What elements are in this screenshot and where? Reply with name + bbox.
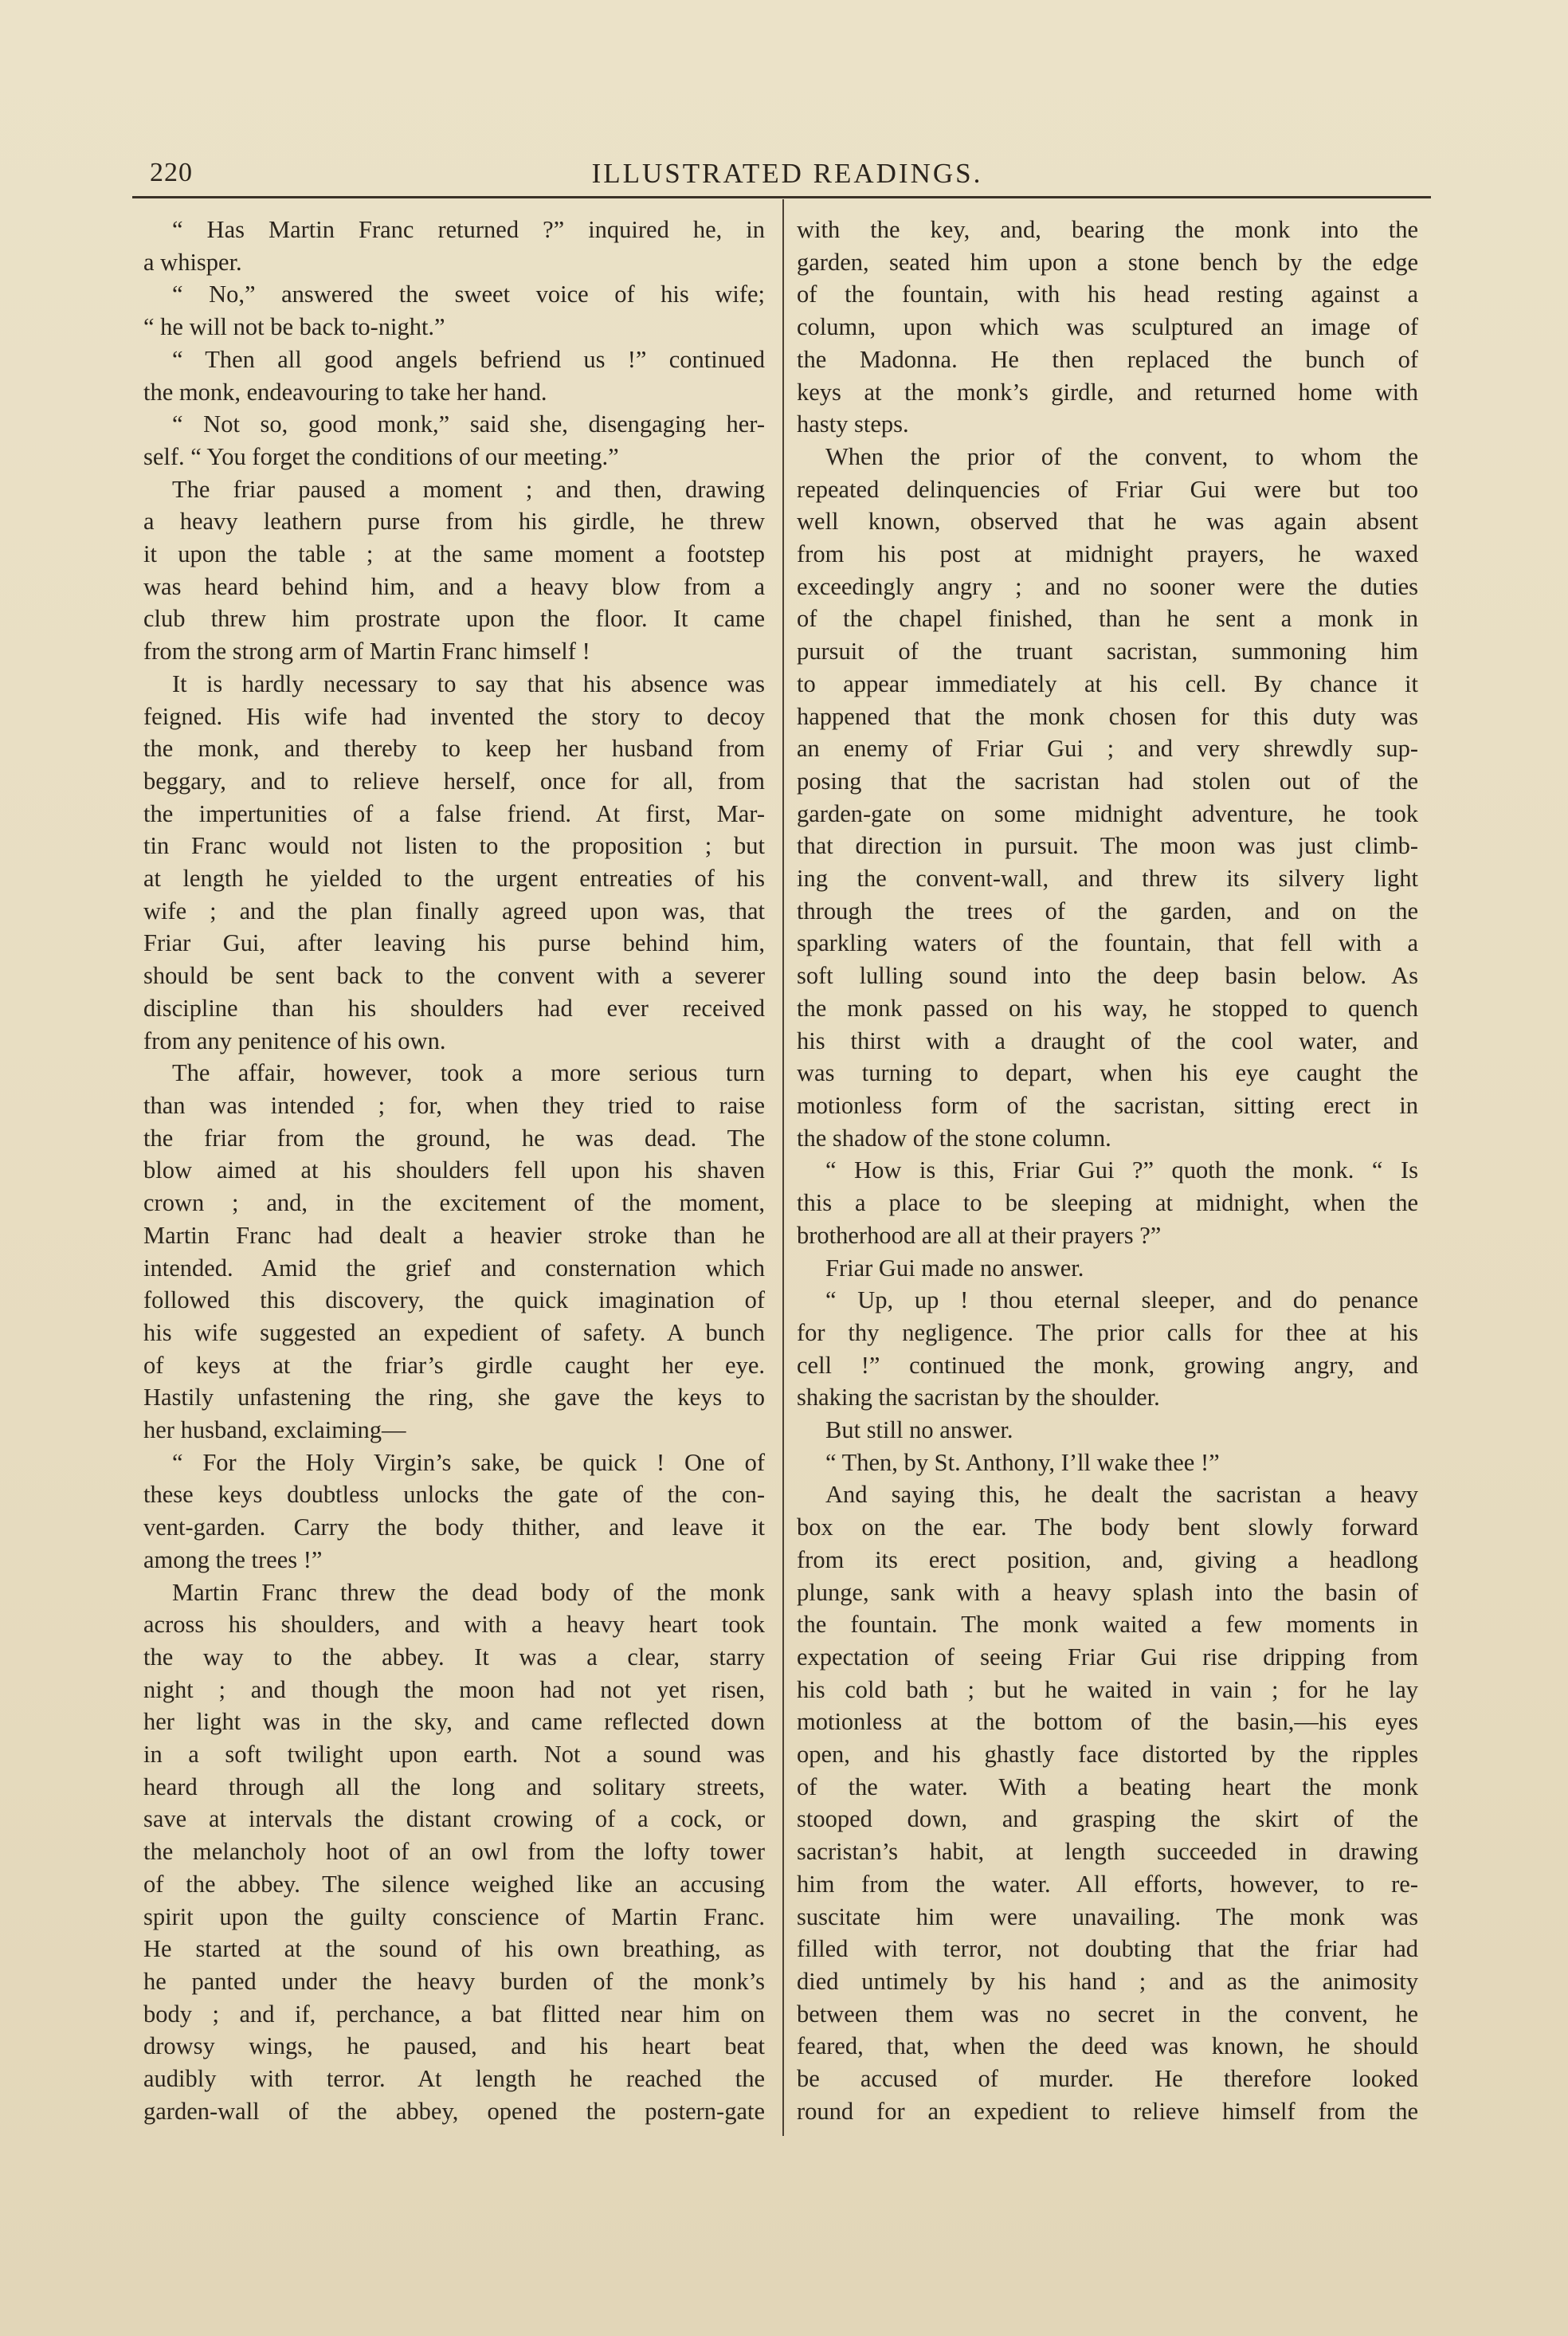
text-line: be accused of murder. He therefore looked: [797, 2065, 1418, 2093]
text-line: motionless form of the sacristan, sitting erect in: [797, 1091, 1418, 1119]
text-line: “ Then all good angels befriend us !” continued: [172, 345, 765, 373]
text-line: these keys doubtless unlocks the gate of the con-: [143, 1481, 765, 1509]
text-line: well known, observed that he was again absent: [797, 508, 1418, 536]
text-line: crown ; and, in the excitement of the moment,: [143, 1189, 765, 1217]
text-line: happened that the monk chosen for this duty was: [797, 702, 1418, 730]
text-line: than was intended ; for, when they tried to raise: [143, 1091, 765, 1119]
text-line: from its erect position, and, giving a headlong: [797, 1545, 1418, 1573]
text-line: cell !” continued the monk, growing angry, and: [797, 1351, 1418, 1379]
text-line: garden-wall of the abbey, opened the postern-gate: [143, 2097, 765, 2125]
text-line: club threw him prostrate upon the floor. It came: [143, 605, 765, 633]
text-line: night ; and though the moon had not yet risen,: [143, 1675, 765, 1703]
text-line: garden, seated him upon a stone bench by the edge: [797, 248, 1418, 276]
text-line: “ Not so, good monk,” said she, disengaging her-: [172, 410, 765, 438]
text-line: “ No,” answered the sweet voice of his wife;: [172, 281, 765, 308]
text-line: intended. Amid the grief and consternation which: [143, 1254, 765, 1282]
text-line: exceedingly angry ; and no sooner were the duties: [797, 572, 1418, 600]
text-line: open, and his ghastly face distorted by the ripples: [797, 1741, 1418, 1769]
text-line: The affair, however, took a more serious turn: [172, 1059, 765, 1087]
text-line: self. “ You forget the conditions of our meeting.”: [143, 442, 619, 470]
text-line: his thirst with a draught of the cool water, and: [797, 1027, 1418, 1054]
text-line: of the water. With a beating heart the monk: [797, 1773, 1418, 1800]
text-line: motionless at the bottom of the basin,—his eyes: [797, 1708, 1418, 1736]
text-line: tin Franc would not listen to the proposition ; but: [143, 832, 765, 860]
text-line: was heard behind him, and a heavy blow from a: [143, 572, 765, 600]
text-line: he panted under the heavy burden of the monk’s: [143, 1967, 765, 1995]
text-line: to appear immediately at his cell. By chance it: [797, 669, 1418, 697]
text-line: him from the water. All efforts, however, to re-: [797, 1870, 1418, 1898]
text-line: through the trees of the garden, and on the: [797, 897, 1418, 925]
text-line: the shadow of the stone column.: [797, 1124, 1111, 1152]
text-line: heard through all the long and solitary streets,: [143, 1773, 765, 1800]
text-line: of keys at the friar’s girdle caught her eye.: [143, 1351, 765, 1379]
text-line: posing that the sacristan had stolen out of the: [797, 767, 1418, 795]
text-line: feigned. His wife had invented the story to decoy: [143, 702, 765, 730]
text-line: of the abbey. The silence weighed like an accusing: [143, 1870, 765, 1898]
text-line: “ he will not be back to-night.”: [143, 313, 445, 341]
text-line: “ Then, by St. Anthony, I’ll wake thee !”: [825, 1448, 1220, 1476]
text-line: save at intervals the distant crowing of a cock, or: [143, 1805, 765, 1833]
text-line: drowsy wings, he paused, and his heart beat: [143, 2032, 765, 2060]
text-line: across his shoulders, and with a heavy heart took: [143, 1611, 765, 1639]
text-line: Friar Gui, after leaving his purse behind him,: [143, 929, 765, 957]
text-line: “ How is this, Friar Gui ?” quoth the monk. “ Is: [825, 1156, 1418, 1184]
text-line: plunge, sank with a heavy splash into the basin of: [797, 1578, 1418, 1606]
text-line: “ Has Martin Franc returned ?” inquired he, in: [172, 216, 765, 243]
text-line: It is hardly necessary to say that his absence was: [172, 669, 765, 697]
text-line: shaking the sacristan by the shoulder.: [797, 1384, 1160, 1411]
text-line: a whisper.: [143, 248, 242, 276]
text-line: followed this discovery, the quick imagination of: [143, 1286, 765, 1314]
header-rule: [132, 196, 1431, 198]
text-line: the impertunities of a false friend. At first, Mar-: [143, 799, 765, 827]
text-line: box on the ear. The body bent slowly forward: [797, 1513, 1418, 1541]
text-line: the fountain. The monk waited a few moments in: [797, 1611, 1418, 1639]
text-line: But still no answer.: [825, 1416, 1013, 1444]
text-line: for thy negligence. The prior calls for thee at his: [797, 1318, 1418, 1346]
text-line: his wife suggested an expedient of safety. A bunch: [143, 1318, 765, 1346]
text-line: died untimely by his hand ; and as the animosity: [797, 1967, 1418, 1995]
text-line: from his post at midnight prayers, he waxed: [797, 540, 1418, 568]
text-line: pursuit of the truant sacristan, summoning him: [797, 638, 1418, 665]
text-line: among the trees !”: [143, 1545, 323, 1573]
text-line: of the fountain, with his head resting against a: [797, 281, 1418, 308]
text-line: Martin Franc threw the dead body of the monk: [172, 1578, 765, 1606]
text-line: it upon the table ; at the same moment a footstep: [143, 540, 765, 568]
text-line: beggary, and to relieve herself, once for all, from: [143, 767, 765, 795]
text-line: discipline than his shoulders had ever received: [143, 994, 765, 1022]
right-column: [797, 214, 1418, 2127]
text-line: body ; and if, perchance, a bat flitted near him on: [143, 2000, 765, 2028]
text-line: “ For the Holy Virgin’s sake, be quick ! One of: [172, 1448, 765, 1476]
text-line: stooped down, and grasping the skirt of the: [797, 1805, 1418, 1833]
text-line: at length he yielded to the urgent entreaties of his: [143, 865, 765, 893]
text-line: hasty steps.: [797, 410, 909, 438]
text-line: column, upon which was sculptured an image of: [797, 313, 1418, 341]
text-line: Martin Franc had dealt a heavier stroke than he: [143, 1221, 765, 1249]
text-line: And saying this, he dealt the sacristan a heavy: [825, 1481, 1418, 1509]
text-line: her light was in the sky, and came reflected down: [143, 1708, 765, 1736]
text-line: filled with terror, not doubting that the friar had: [797, 1935, 1418, 1963]
text-line: the monk, endeavouring to take her hand.: [143, 378, 547, 406]
text-line: soft lulling sound into the deep basin below. As: [797, 962, 1418, 990]
text-line: the way to the abbey. It was a clear, starry: [143, 1643, 765, 1671]
text-line: repeated delinquencies of Friar Gui were but too: [797, 475, 1418, 503]
text-line: from the strong arm of Martin Franc himself !: [143, 638, 590, 665]
text-line: suscitate him were unavailing. The monk was: [797, 1902, 1418, 1930]
text-line: Friar Gui made no answer.: [825, 1254, 1084, 1282]
text-line: spirit upon the guilty conscience of Martin Franc.: [143, 1902, 765, 1930]
text-line: a heavy leathern purse from his girdle, he threw: [143, 508, 765, 536]
text-line: garden-gate on some midnight adventure, he took: [797, 799, 1418, 827]
text-line: The friar paused a moment ; and then, drawing: [172, 475, 765, 503]
text-line: sacristan’s habit, at length succeeded in drawing: [797, 1838, 1418, 1866]
page-header-title: ILLUSTRATED READINGS.: [591, 158, 983, 189]
text-line: brotherhood are all at their prayers ?”: [797, 1221, 1162, 1249]
text-line: expectation of seeing Friar Gui rise dripping from: [797, 1643, 1418, 1671]
text-line: from any penitence of his own.: [143, 1027, 446, 1054]
text-line: his cold bath ; but he waited in vain ; for he lay: [797, 1675, 1418, 1703]
text-line: round for an expedient to relieve himself from the: [797, 2097, 1418, 2125]
text-line: Hastily unfastening the ring, she gave the keys to: [143, 1384, 765, 1411]
text-line: He started at the sound of his own breathing, as: [143, 1935, 765, 1963]
text-line: audibly with terror. At length he reached the: [143, 2065, 765, 2093]
text-line: that direction in pursuit. The moon was just climb-: [797, 832, 1418, 860]
text-line: was turning to depart, when his eye caught the: [797, 1059, 1418, 1087]
text-line: the melancholy hoot of an owl from the lofty tower: [143, 1838, 765, 1866]
text-line: this a place to be sleeping at midnight, when the: [797, 1189, 1418, 1217]
text-line: the monk, and thereby to keep her husband from: [143, 735, 765, 763]
text-line: When the prior of the convent, to whom the: [825, 442, 1418, 470]
text-line: blow aimed at his shoulders fell upon his shaven: [143, 1156, 765, 1184]
text-line: should be sent back to the convent with a severer: [143, 962, 765, 990]
column-divider: [782, 199, 784, 2136]
text-line: an enemy of Friar Gui ; and very shrewdly sup-: [797, 735, 1418, 763]
text-line: vent-garden. Carry the body thither, and leave it: [143, 1513, 765, 1541]
text-line: the friar from the ground, he was dead. The: [143, 1124, 765, 1152]
text-line: feared, that, when the deed was known, he should: [797, 2032, 1418, 2060]
text-line: the Madonna. He then replaced the bunch of: [797, 345, 1418, 373]
text-line: her husband, exclaiming—: [143, 1416, 406, 1444]
text-line: with the key, and, bearing the monk into the: [797, 216, 1418, 243]
text-line: between them was no secret in the convent, he: [797, 2000, 1418, 2028]
text-line: “ Up, up ! thou eternal sleeper, and do penance: [825, 1286, 1418, 1314]
text-line: the monk passed on his way, he stopped to quench: [797, 994, 1418, 1022]
text-line: of the chapel finished, than he sent a monk in: [797, 605, 1418, 633]
text-line: keys at the monk’s girdle, and returned home with: [797, 378, 1418, 406]
left-column: [143, 214, 765, 2127]
text-line: sparkling waters of the fountain, that fell with a: [797, 929, 1418, 957]
text-line: wife ; and the plan finally agreed upon was, that: [143, 897, 765, 925]
text-line: in a soft twilight upon earth. Not a sound was: [143, 1741, 765, 1769]
running-head: [150, 158, 1425, 198]
page-number: 220: [150, 158, 193, 187]
text-line: ing the convent-wall, and threw its silvery light: [797, 865, 1418, 893]
